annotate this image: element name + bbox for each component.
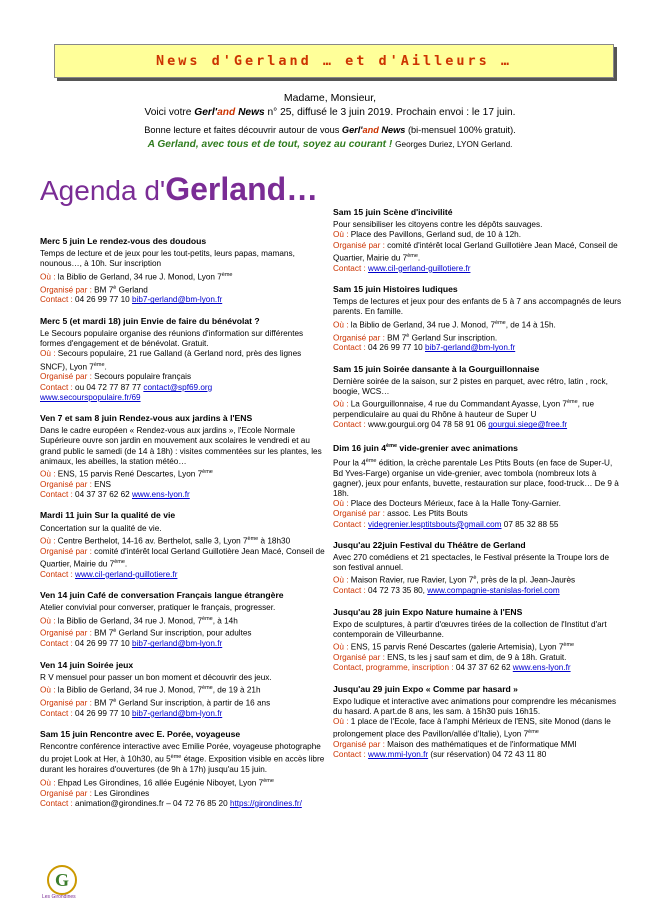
- event-organizer: Organisé par : BM $7^è$ Gerland Sur inscription.: [333, 332, 498, 343]
- contact-link[interactable]: https://girondines.fr/: [229, 798, 302, 808]
- svg-text:G: G: [55, 870, 70, 890]
- contact-link[interactable]: www.cil-gerland-guillotiere.fr: [368, 263, 471, 273]
- contact-link[interactable]: bib7-gerland@bm-lyon.fr: [424, 343, 516, 353]
- signature: Georges Duriez, LYON Gerland.: [395, 140, 513, 149]
- event-location: Où : ENS, 15 parvis René Descartes (galerie Artemisia), Lyon 7ème: [333, 642, 575, 652]
- svg-text:Les Girondines: Les Girondines: [42, 894, 76, 900]
- newsletter-banner: [54, 44, 614, 78]
- left-event: [40, 660, 330, 719]
- greeting: Madame, Monsieur,: [283, 92, 377, 104]
- event-location: Où : la Biblio de Gerland, 34 rue J. Monod, Lyon 7ème: [40, 271, 233, 282]
- event-contact: Contact : 04 26 99 77 10 bib7-gerland@bm-lyon.fr: [40, 708, 223, 718]
- event-heading: Dim 16 juin 4ème vide-grenier avec animations: [333, 442, 518, 453]
- left-event: [40, 590, 330, 649]
- event-location: Où : Place des Docteurs Mérieux, face à la Halle Tony-Garnier.: [333, 499, 561, 509]
- left-event: [40, 236, 330, 306]
- event-description: Atelier convivial pour converser, pratiquer le français, progresser.: [40, 603, 276, 613]
- contact-link[interactable]: www.compagnie-stanislas-foriel.com: [427, 586, 560, 596]
- event-location: Où : Centre Berthelot, 14-16 av. Berthelot, salle 3, Lyon 7ème à 18h30: [40, 535, 291, 546]
- event-description: Expo de sculptures, à partir d'œuvres tirées de la collection de l'Institut d'art contemporain de Villeurbanne.: [333, 619, 607, 639]
- event-contact: Contact : www.gourgui.org 04 78 58 91 06 gourgui.siege@free.fr: [333, 420, 568, 430]
- event-description: Dernière soirée de la saison, sur 2 pistes en parquet, avec rétro, latin , rock, boogie, WCS…: [333, 376, 608, 397]
- contact-link[interactable]: www.mmi-lyon.fr: [368, 750, 429, 760]
- contact-link[interactable]: videgrenier.lesptitsbouts@gmail.com: [368, 519, 502, 529]
- event-organizer: Organisé par : comité d'intérêt local Gerland Guillotière Jean Macé, Conseil de Quartier, Mairie du 7ème.: [333, 240, 618, 263]
- event-description: R V mensuel pour passer un bon moment et découvrir des jeux.: [40, 672, 272, 682]
- event-description: Temps de lectures et jeux pour des enfants de 5 à 7 ans accompagnés de leurs parents. En famille.: [333, 297, 622, 317]
- event-heading: Sam 15 juin Histoires ludiques: [333, 283, 458, 294]
- event-contact: Contact : ou 04 72 77 87 77 contact@spf69.org www.secourspopulaire.fr/69: [40, 382, 213, 402]
- right-event: [333, 441, 623, 530]
- event-contact: Contact : videgrenier.lesptitsbouts@gmail.com 07 85 32 88 55: [333, 519, 559, 529]
- issue-line: Voici votre Gerl'and News n° 25, diffusé le 3 juin 2019. Prochain envoi : le 17 juin.: [144, 107, 516, 118]
- event-contact: Contact : www.cil-gerland-guillotiere.fr: [333, 263, 471, 273]
- event-heading: Jusqu'au 28 juin Expo Nature humaine à l'ENS: [333, 606, 523, 617]
- right-event: [333, 284, 623, 354]
- event-description: Avec 270 comédiens et 21 spectacles, le Festival présente la Troupe lors de son festival annuel.: [333, 553, 610, 573]
- event-description: Pour la 4ème édition, la crèche parentale Les Ptits Bouts (en face de Super-U, Bd Yves-Farge) organise un vide-grenier, avec tombola (nombreux lots à gagner), jeux pour enfants, buvette, restauration sur place, food-truck… De 9 à 18h.: [333, 457, 619, 498]
- contact-link[interactable]: contact@spf69.org: [143, 382, 213, 392]
- event-location: Où : Ehpad Les Girondines, 16 allée Eugénie Niboyet, Lyon 7ème: [40, 777, 274, 788]
- right-event: [333, 684, 623, 761]
- event-description: Dans le cadre européen « Rendez-vous aux jardins », l'Ecole Normale Supérieure ouvre son jardin en mouvement aux scolaires le vendredi et au grand public le samedi (de 14 à 18h) : visites commentées sur les plantes, les animaux, les abeilles, la station météo…: [40, 426, 322, 466]
- left-event: [40, 729, 330, 809]
- event-heading: Ven 7 et sam 8 juin Rendez-vous aux jardins à l'ENS: [40, 413, 253, 424]
- left-event: [40, 510, 330, 580]
- contact-link[interactable]: www.ens-lyon.fr: [131, 490, 190, 500]
- event-organizer: Organisé par : Secours populaire français: [40, 372, 192, 382]
- event-heading: Merc 5 (et mardi 18) juin Envie de faire du bénévolat ?: [40, 315, 260, 326]
- event-heading: Mardi 11 juin Sur la qualité de vie: [40, 510, 176, 521]
- event-location: Où : Place des Pavillons, Gerland sud, de 10 à 12h.: [333, 230, 521, 240]
- contact-link[interactable]: gourgui.siege@free.fr: [488, 420, 568, 430]
- event-location: Où : la Biblio de Gerland, 34 rue J. Monod, 7ème, de 19 à 21h: [40, 684, 261, 695]
- event-location: Où : Maison Ravier, rue Ravier, Lyon $7^è$, près de la pl. Jean-Jaurès: [333, 575, 576, 586]
- event-contact: Contact : 04 26 99 77 10 bib7-gerland@bm-lyon.fr: [333, 343, 516, 353]
- event-organizer: Organisé par : Les Girondines: [40, 788, 150, 798]
- right-event: [333, 207, 623, 274]
- contact-link[interactable]: bib7-gerland@bm-lyon.fr: [131, 708, 223, 718]
- right-column: [333, 207, 623, 771]
- left-column: [40, 236, 330, 819]
- event-organizer: Organisé par : comité d'intérêt local Gerland Guillotière Jean Macé, Conseil de Quartier, Mairie du 7ème.: [40, 546, 325, 569]
- event-heading: Sam 15 juin Scène d'incivilité: [333, 207, 453, 217]
- contact-link[interactable]: bib7-gerland@bm-lyon.fr: [131, 295, 223, 305]
- motto: A Gerland, avec tous et de tout, soyez au courant ! Georges Duriez, LYON Gerland.: [147, 139, 513, 150]
- right-event: [333, 364, 623, 431]
- right-event: [333, 607, 623, 674]
- event-heading: Sam 15 juin Rencontre avec E. Porée, voyageuse: [40, 729, 241, 740]
- girondines-logo: [40, 862, 98, 900]
- event-contact: Contact : 04 26 99 77 10 bib7-gerland@bm-lyon.fr: [40, 639, 223, 649]
- event-heading: Sam 15 juin Soirée dansante à la Gourguillonnaise: [333, 363, 540, 374]
- event-location: Où : ENS, 15 parvis René Descartes, Lyon 7ème: [40, 469, 213, 479]
- reading-line: Bonne lecture et faites découvrir autour de vous Gerl'and News (bi-mensuel 100% gratuit).: [144, 125, 516, 135]
- left-event: [40, 316, 330, 403]
- event-heading: Jusqu'au 22juin Festival du Théâtre de Gerland: [333, 539, 526, 550]
- right-event: [333, 540, 623, 597]
- contact-link[interactable]: www.ens-lyon.fr: [512, 663, 571, 673]
- event-description: Temps de lecture et de jeux pour les tout-petits, leurs papas, mamans, nounous…, à 10h. Sur inscription: [40, 249, 295, 269]
- event-location: Où : 1 place de l'Ecole, face à l'amphi Mérieux de l'ENS, site Monod (dans le prolongement place des Pavillon/allée d'Italie), Lyon 7ème: [333, 717, 611, 740]
- event-organizer: Organisé par : BM $7^è$ Gerland Sur inscription, pour adultes: [40, 628, 252, 639]
- event-contact: Contact : www.cil-gerland-guillotiere.fr: [40, 569, 178, 579]
- banner-title: News d'Gerland … et d'Ailleurs …: [155, 52, 513, 69]
- event-description: Concertation sur la qualité de vie.: [40, 523, 162, 533]
- event-description: Rencontre conférence interactive avec Emilie Porée, voyageuse photographe du projet Look at Her, à 10h30, au 5ème étage. Exposition visible en accès libre durant les horaires d'ouvertures (de 9h à 17h) jusqu'au 15 juin.: [40, 742, 325, 775]
- event-organizer: Organisé par : ENS, ts les j sauf sam et dim, de 9 à 18h. Gratuit.: [333, 653, 567, 663]
- event-contact: Contact : animation@girondines.fr – 04 72 76 85 20 https://girondines.fr/: [40, 798, 302, 808]
- event-location: Où : Secours populaire, 21 rue Galland (à Gerland nord, près des lignes SNCF), Lyon 7ème.: [40, 349, 302, 372]
- contact-link[interactable]: www.secourspopulaire.fr/69: [40, 392, 141, 402]
- event-organizer: Organisé par : ENS: [40, 480, 111, 489]
- event-description: Pour sensibiliser les citoyens contre les dépôts sauvages.: [333, 220, 543, 230]
- event-description: Expo ludique et interactive avec animations pour comprendre les mécanismes du hasard. A part.de 8 ans, les sam. à 15h30 puis 16h15.: [333, 696, 617, 716]
- event-location: Où : la Biblio de Gerland, 34 rue J. Monod, 7ème, de 14 à 15h.: [333, 319, 556, 330]
- event-contact: Contact : 04 26 99 77 10 bib7-gerland@bm-lyon.fr: [40, 295, 223, 305]
- contact-link[interactable]: www.cil-gerland-guillotiere.fr: [75, 569, 178, 579]
- event-organizer: Organisé par : BM $7^è$ Gerland: [40, 284, 148, 295]
- agenda-title: Agenda d'Gerland…: [40, 171, 319, 207]
- event-organizer: Organisé par : assoc. Les Ptits Bouts: [333, 509, 468, 519]
- event-location: Où : La Gourguillonnaise, 4 rue du Commandant Ayasse, Lyon 7ème, rue perpendiculaire au quai du Rhône à hauteur de Super U: [333, 399, 595, 420]
- event-location: Où : la Biblio de Gerland, 34 rue J. Monod, 7ème, à 14h: [40, 615, 238, 626]
- event-heading: Merc 5 juin Le rendez-vous des doudous: [40, 236, 207, 246]
- contact-link[interactable]: bib7-gerland@bm-lyon.fr: [131, 639, 223, 649]
- event-contact: Contact : www.mmi-lyon.fr (sur réservation) 04 72 43 11 80: [333, 750, 547, 760]
- event-heading: Ven 14 juin Café de conversation Français langue étrangère: [40, 590, 284, 601]
- left-event: [40, 413, 330, 500]
- event-heading: Jusqu'au 29 juin Expo « Comme par hasard »: [333, 683, 518, 694]
- event-contact: Contact : 04 72 73 35 80, www.compagnie-stanislas-foriel.com: [333, 586, 560, 596]
- event-heading: Ven 14 juin Soirée jeux: [40, 659, 134, 670]
- event-description: Le Secours populaire organise des réunions d'information sur différentes formes d'engagement et de bénévolat. Gratuit.: [40, 328, 304, 349]
- event-contact: Contact, programme, inscription : 04 37 37 62 62 www.ens-lyon.fr: [333, 663, 571, 673]
- event-organizer: Organisé par : Maison des mathématiques et de l'informatique MMI: [333, 740, 577, 750]
- event-organizer: Organisé par : BM $7^è$ Gerland Sur inscription, à partir de 16 ans: [40, 697, 271, 708]
- event-contact: Contact : 04 37 37 62 62 www.ens-lyon.fr: [40, 490, 190, 500]
